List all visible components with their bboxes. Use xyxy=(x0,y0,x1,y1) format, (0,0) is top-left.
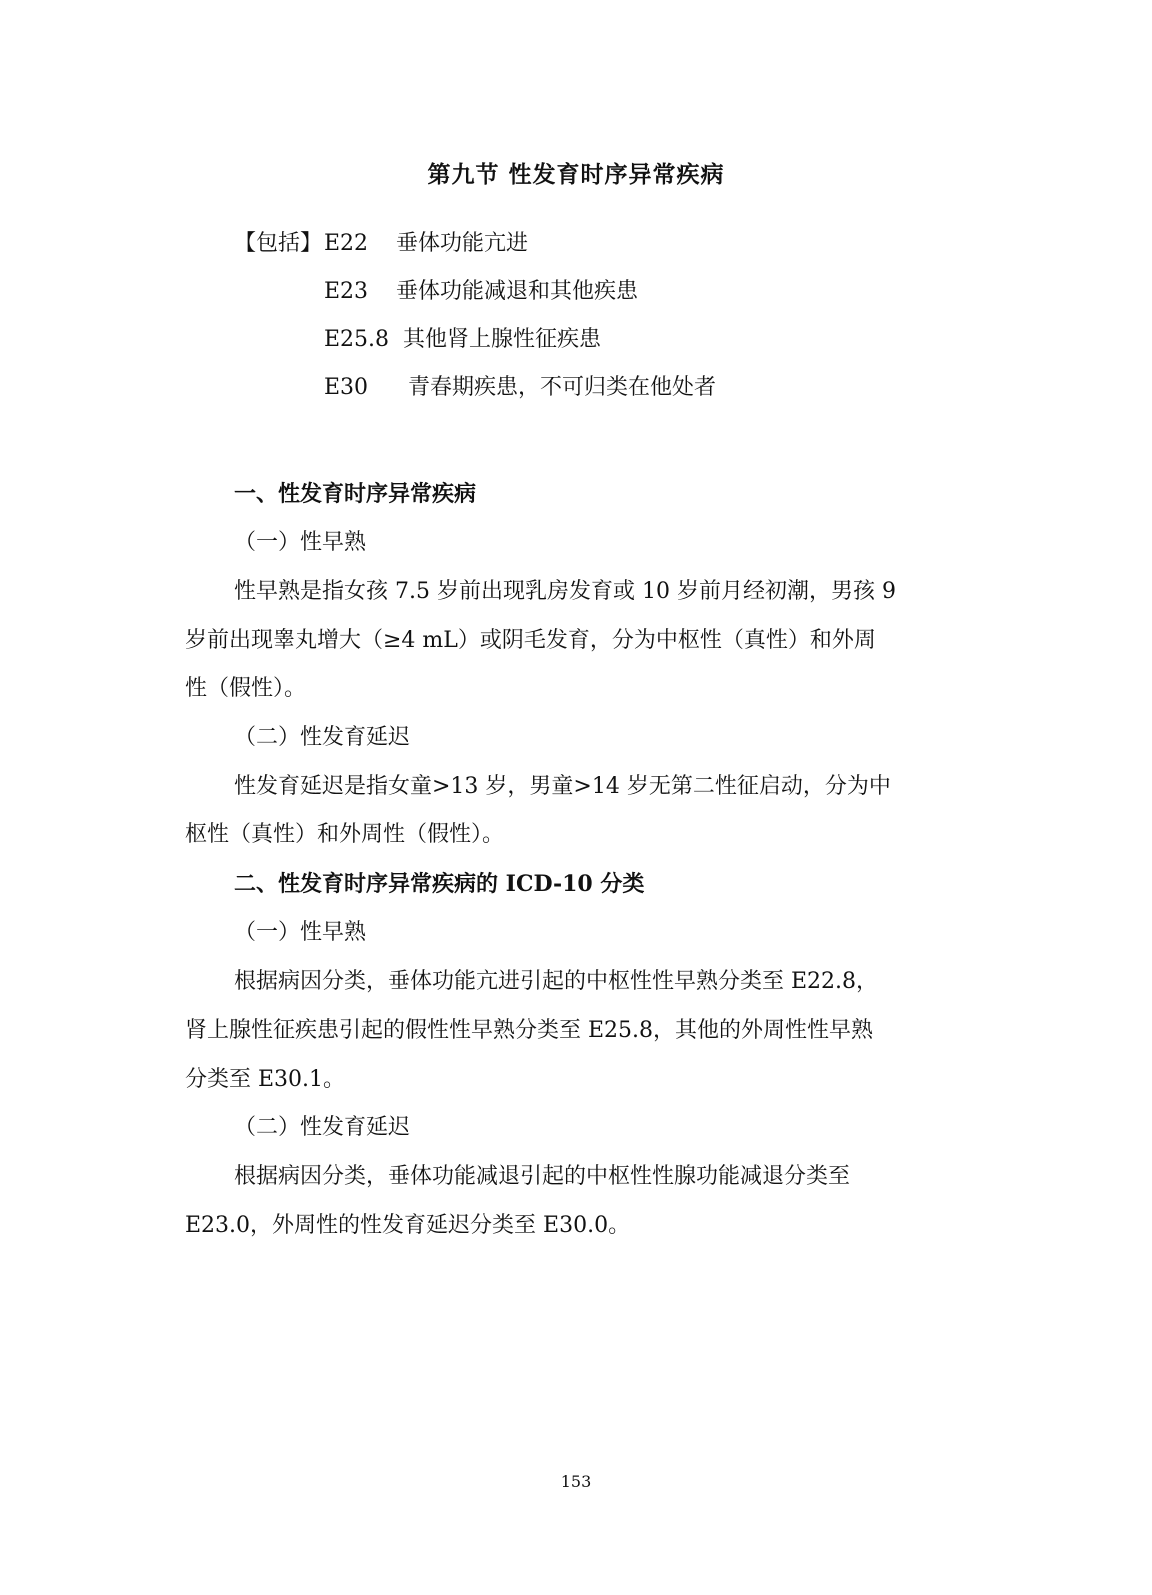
section-heading: 一、性发育时序异常疾病 xyxy=(234,481,477,507)
include-desc: 青春期疾患，不可归类在他处者 xyxy=(408,375,717,400)
paragraph-line: 岁前出现睾丸增大（≥4 mL）或阴毛发育，分为中枢性（真性）和外周 xyxy=(185,628,876,653)
section-title: 第九节 性发育时序异常疾病 xyxy=(427,161,725,188)
section-heading: 二、性发育时序异常疾病的 ICD-10 分类 xyxy=(234,871,645,897)
paragraph-line: 枢性（真性）和外周性（假性）。 xyxy=(185,822,505,847)
paragraph-line: E23.0，外周性的性发育延迟分类至 E30.0。 xyxy=(185,1213,631,1238)
includes-label: 【包括】 xyxy=(234,231,323,256)
paragraph-line: 肾上腺性征疾患引起的假性性早熟分类至 E25.8，其他的外周性性早熟 xyxy=(185,1018,874,1043)
include-desc: 垂体功能亢进 xyxy=(396,231,529,256)
paragraph-line: 分类至 E30.1。 xyxy=(185,1067,346,1092)
paragraph-line: 根据病因分类，垂体功能亢进引起的中枢性性早熟分类至 E22.8， xyxy=(234,969,879,994)
include-code: E22 xyxy=(324,231,369,256)
include-code: E23 xyxy=(324,279,369,304)
subsection-heading: （二）性发育延迟 xyxy=(234,1115,411,1140)
paragraph-line: 性（假性）。 xyxy=(185,676,307,701)
include-code: E30 xyxy=(324,375,369,400)
paragraph-line: 性发育延迟是指女童>13 岁，男童>14 岁无第二性征启动，分为中 xyxy=(234,774,891,799)
include-desc: 垂体功能减退和其他疾患 xyxy=(396,279,639,304)
subsection-heading: （二）性发育延迟 xyxy=(234,725,411,750)
include-code: E25.8 xyxy=(324,327,390,352)
subsection-heading: （一）性早熟 xyxy=(234,920,367,945)
subsection-heading: （一）性早熟 xyxy=(234,530,367,555)
include-desc: 其他肾上腺性征疾患 xyxy=(403,327,602,352)
paragraph-line: 根据病因分类，垂体功能减退引起的中枢性性腺功能减退分类至 xyxy=(234,1164,851,1189)
paragraph-line: 性早熟是指女孩 7.5 岁前出现乳房发育或 10 岁前月经初潮，男孩 9 xyxy=(234,579,896,604)
page-number: 153 xyxy=(560,1472,592,1491)
